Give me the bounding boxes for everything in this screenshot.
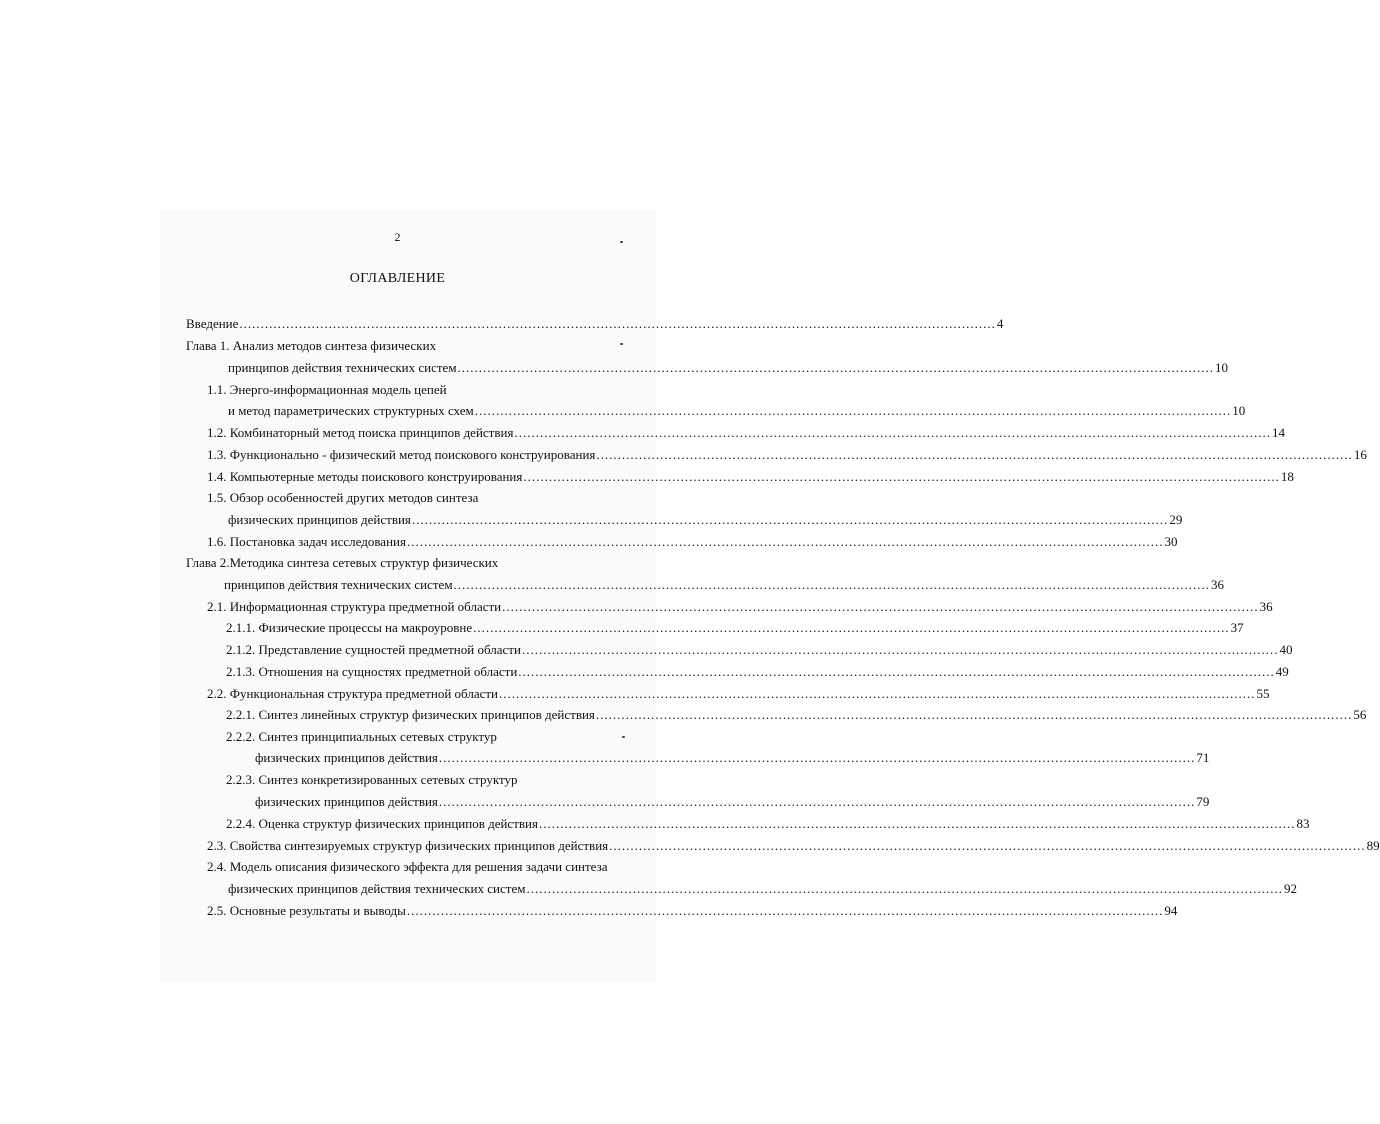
toc-entry-title: 2.2.2. Синтез принципиальных сетевых структур (226, 729, 497, 744)
leader-dots: .................................................................................................................................................................................. (514, 425, 1271, 440)
leader-dots: .................................................................................................................................................................................. (453, 577, 1211, 592)
toc-entry-title: Введение (186, 316, 239, 331)
toc-entry-page: 29 (1169, 512, 1183, 527)
toc-entry-title: 1.3. Функционально - физический метод поискового конструирования (207, 447, 596, 462)
toc-entry-page: 4 (996, 316, 1004, 331)
page-number: 2 (394, 230, 401, 244)
toc-entry[interactable] (207, 901, 1178, 921)
toc-entry[interactable] (207, 467, 1294, 487)
toc-entry-title: 2.2.3. Синтез конкретизированных сетевых структур (226, 772, 518, 787)
toc-entry-title: 1.2. Комбинаторный метод поиска принципов действия (207, 425, 514, 440)
toc-entry-page: 83 (1296, 816, 1310, 831)
leader-dots: .................................................................................................................................................................................. (438, 750, 1196, 765)
toc-entry[interactable] (207, 532, 1178, 552)
toc-entry-page: 16 (1353, 447, 1367, 462)
leader-dots: .................................................................................................................................................................................. (406, 903, 1164, 918)
toc-entry[interactable] (228, 510, 1183, 530)
leader-dots: .................................................................................................................................................................................. (526, 881, 1283, 896)
toc-entry-title: 2.2. Функциональная структура предметной области (207, 686, 499, 701)
toc-entry[interactable] (255, 748, 1210, 768)
leader-dots: .................................................................................................................................................................................. (499, 686, 1256, 701)
leader-dots: .................................................................................................................................................................................. (595, 707, 1353, 722)
toc-entry-title: 2.1.2. Представление сущностей предметной области (226, 642, 521, 657)
toc-entry[interactable] (186, 553, 498, 573)
leader-dots: .................................................................................................................................................................................. (596, 447, 1353, 462)
toc-entry-title: 1.1. Энерго-информационная модель цепей (207, 382, 447, 397)
leader-dots: .................................................................................................................................................................................. (518, 664, 1275, 679)
leader-dots: .................................................................................................................................................................................. (502, 599, 1259, 614)
toc-entry-title: 1.4. Компьютерные методы поискового конструирования (207, 469, 523, 484)
toc-entry-title: Глава 2.Методика синтеза сетевых структур физических (186, 555, 499, 570)
leader-dots: .................................................................................................................................................................................. (474, 403, 1232, 418)
toc-entry-title: 2.5. Основные результаты и выводы (207, 903, 406, 918)
toc-entry[interactable] (228, 879, 1297, 899)
toc-entry[interactable] (226, 662, 1289, 682)
toc-entry[interactable] (226, 640, 1293, 660)
toc-entry[interactable] (186, 336, 436, 356)
toc-entry[interactable] (207, 445, 1367, 465)
toc-entry-page: 18 (1280, 469, 1294, 484)
leader-dots: .................................................................................................................................................................................. (521, 642, 1279, 657)
leader-dots: .................................................................................................................................................................................. (538, 816, 1296, 831)
toc-entry-title: 2.1.1. Физические процессы на макроуровне (226, 620, 473, 635)
toc-entry-title: 2.1. Информационная структура предметной области (207, 599, 502, 614)
toc-entry-title: принципов действия технических систем (228, 360, 457, 375)
leader-dots: .................................................................................................................................................................................. (457, 360, 1215, 375)
toc-entry-page: 30 (1164, 534, 1178, 549)
leader-dots: .................................................................................................................................................................................. (609, 838, 1366, 853)
toc-entry-title: физических принципов действия (255, 794, 438, 809)
toc-entry-title: 1.6. Постановка задач исследования (207, 534, 406, 549)
toc-entry-title: 2.1.3. Отношения на сущностях предметной области (226, 664, 518, 679)
toc-entry-title: Глава 1. Анализ методов синтеза физических (186, 338, 437, 353)
toc-entry-page: 10 (1215, 360, 1229, 375)
leader-dots: .................................................................................................................................................................................. (523, 469, 1280, 484)
toc-entry-title: 2.4. Модель описания физического эффекта для решения задачи синтеза (207, 859, 608, 874)
toc-entry-page: 79 (1196, 794, 1210, 809)
toc-entry[interactable] (207, 380, 447, 400)
toc-entry-title: 2.2.4. Оценка структур физических принципов действия (226, 816, 538, 831)
toc-entry-page: 71 (1196, 750, 1210, 765)
toc-entry-page: 94 (1164, 903, 1178, 918)
toc-title: ОГЛАВЛЕНИЕ (349, 271, 446, 286)
leader-dots: .................................................................................................................................................................................. (438, 794, 1196, 809)
toc-entry[interactable] (255, 792, 1210, 812)
toc-entry-page: 92 (1283, 881, 1297, 896)
toc-entry[interactable] (207, 488, 478, 508)
toc-entry-title: физических принципов действия (255, 750, 438, 765)
toc-entry-page: 14 (1271, 425, 1285, 440)
toc-entry-title: и метод параметрических структурных схем (228, 403, 474, 418)
toc-entry-page: 49 (1275, 664, 1289, 679)
toc-entry-title: физических принципов действия (228, 512, 411, 527)
toc-entry[interactable] (226, 705, 1367, 725)
toc-entry[interactable] (226, 814, 1310, 834)
toc-entry-title: 2.3. Свойства синтезируемых структур физических принципов действия (207, 838, 609, 853)
toc-entry-page: 89 (1366, 838, 1380, 853)
toc-entry-page: 10 (1232, 403, 1246, 418)
leader-dots: .................................................................................................................................................................................. (239, 316, 996, 331)
toc-entry[interactable] (226, 727, 497, 747)
toc-entry[interactable] (207, 597, 1273, 617)
toc-entry-title: принципов действия технических систем (224, 577, 453, 592)
leader-dots: .................................................................................................................................................................................. (406, 534, 1164, 549)
toc-entry[interactable] (224, 575, 1225, 595)
toc-entry[interactable] (226, 770, 518, 790)
toc-entry[interactable] (207, 423, 1285, 443)
leader-dots: .................................................................................................................................................................................. (473, 620, 1230, 635)
toc-entry[interactable] (186, 314, 1004, 334)
toc-entry-page: 56 (1353, 707, 1367, 722)
toc-entry[interactable] (207, 836, 1380, 856)
toc-entry-title: физических принципов действия технических систем (228, 881, 526, 896)
toc-entry-title: 2.2.1. Синтез линейных структур физических принципов действия (226, 707, 595, 722)
toc-entry-title: 1.5. Обзор особенностей других методов синтеза (207, 490, 479, 505)
toc-entry-page: 37 (1230, 620, 1244, 635)
leader-dots: .................................................................................................................................................................................. (411, 512, 1169, 527)
toc-entry[interactable] (226, 618, 1244, 638)
toc-entry[interactable] (207, 857, 608, 877)
toc-entry-page: 55 (1256, 686, 1270, 701)
toc-entry[interactable] (228, 401, 1246, 421)
toc-entry-page: 36 (1259, 599, 1273, 614)
toc-entry-page: 36 (1211, 577, 1225, 592)
toc-entry[interactable] (228, 358, 1229, 378)
toc-entry[interactable] (207, 684, 1270, 704)
toc-entry-page: 40 (1279, 642, 1293, 657)
